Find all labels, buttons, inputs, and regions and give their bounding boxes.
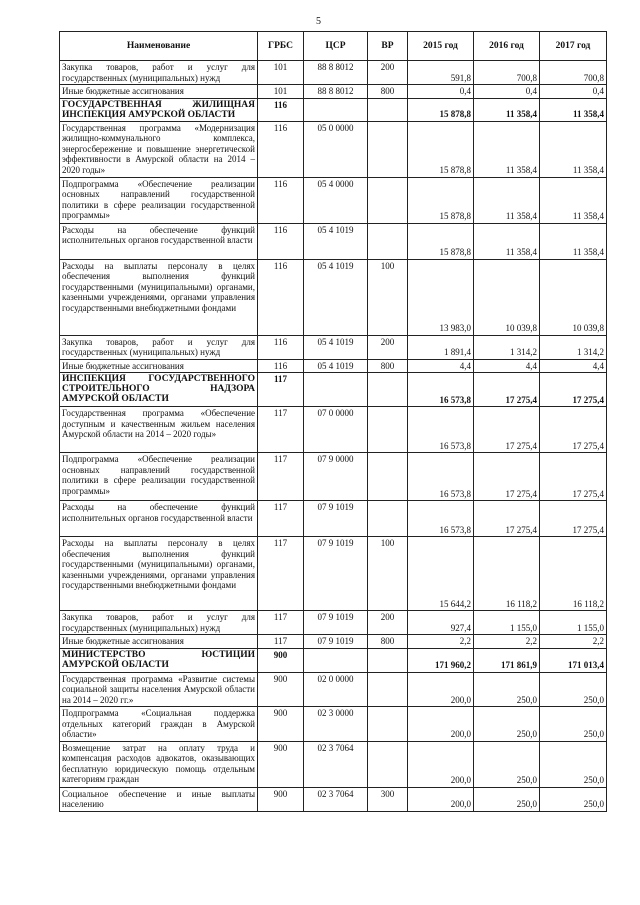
cell-vr: 800	[368, 359, 408, 373]
cell-2017: 16 118,2	[540, 537, 607, 611]
cell-name: Социальное обеспечение и иные выплаты населению	[60, 787, 258, 811]
cell-vr: 200	[368, 611, 408, 635]
cell-csr: 07 0 0000	[304, 407, 368, 453]
cell-grbs: 117	[258, 635, 304, 649]
cell-2015: 4,4	[408, 359, 474, 373]
table-row	[60, 707, 607, 742]
cell-2016: 250,0	[474, 741, 540, 787]
table-body	[60, 61, 607, 812]
cell-2017: 0,4	[540, 85, 607, 99]
cell-vr	[368, 407, 408, 453]
cell-2016: 16 118,2	[474, 537, 540, 611]
cell-2016: 10 039,8	[474, 259, 540, 335]
table-row	[60, 501, 607, 537]
cell-grbs: 117	[258, 373, 304, 407]
table-row	[60, 611, 607, 635]
cell-name: Подпрограмма «Социальная поддержка отдельных категорий граждан в Амурской области»	[60, 707, 258, 742]
budget-table	[59, 31, 607, 812]
table-row	[60, 85, 607, 99]
cell-grbs: 116	[258, 121, 304, 177]
cell-csr: 05 0 0000	[304, 121, 368, 177]
cell-2017: 10 039,8	[540, 259, 607, 335]
cell-2017: 17 275,4	[540, 373, 607, 407]
cell-grbs: 116	[258, 223, 304, 259]
cell-csr: 05 4 1019	[304, 359, 368, 373]
cell-grbs: 116	[258, 359, 304, 373]
cell-2017: 250,0	[540, 672, 607, 707]
table-row	[60, 787, 607, 811]
cell-2015: 200,0	[408, 741, 474, 787]
table-row	[60, 359, 607, 373]
cell-vr	[368, 741, 408, 787]
cell-2016: 700,8	[474, 61, 540, 85]
cell-csr: 07 9 1019	[304, 501, 368, 537]
cell-2017: 2,2	[540, 635, 607, 649]
cell-2016: 11 358,4	[474, 177, 540, 223]
cell-grbs: 116	[258, 259, 304, 335]
cell-2016: 250,0	[474, 787, 540, 811]
cell-grbs: 101	[258, 85, 304, 99]
cell-grbs: 900	[258, 707, 304, 742]
cell-grbs: 117	[258, 407, 304, 453]
cell-2015: 15 644,2	[408, 537, 474, 611]
cell-vr: 300	[368, 787, 408, 811]
cell-name: Иные бюджетные ассигнования	[60, 635, 258, 649]
cell-2016: 1 314,2	[474, 335, 540, 359]
table-row	[60, 61, 607, 85]
cell-name: Закупка товаров, работ и услуг для государственных (муниципальных) нужд	[60, 61, 258, 85]
cell-vr	[368, 373, 408, 407]
header-grbs: ГРБС	[258, 32, 304, 61]
header-name: Наименование	[60, 32, 258, 61]
cell-vr	[368, 672, 408, 707]
cell-2015: 200,0	[408, 787, 474, 811]
cell-2015: 1 891,4	[408, 335, 474, 359]
cell-grbs: 117	[258, 537, 304, 611]
cell-2016: 1 155,0	[474, 611, 540, 635]
header-row	[60, 32, 607, 61]
cell-vr: 100	[368, 537, 408, 611]
cell-vr	[368, 98, 408, 121]
cell-grbs: 117	[258, 453, 304, 501]
cell-csr	[304, 98, 368, 121]
cell-2015: 16 573,8	[408, 373, 474, 407]
page-number: 5	[316, 16, 321, 27]
cell-2016: 2,2	[474, 635, 540, 649]
cell-name: Расходы на выплаты персоналу в целях обеспечения выполнения функций государственными (муниципальными) органами, казенными учреждениями, органами управления государственными внебюджетными фондами	[60, 537, 258, 611]
cell-grbs: 117	[258, 501, 304, 537]
table-row	[60, 453, 607, 501]
cell-2015: 15 878,8	[408, 98, 474, 121]
cell-name: Подпрограмма «Обеспечение реализации основных направлений государственной политики в сфере реализации государственной программы»	[60, 453, 258, 501]
cell-name: Государственная программа «Обеспечение доступным и качественным жильем населения Амурской области на 2014 – 2020 годы»	[60, 407, 258, 453]
cell-2017: 17 275,4	[540, 407, 607, 453]
cell-2017: 11 358,4	[540, 223, 607, 259]
cell-vr: 100	[368, 259, 408, 335]
cell-2015: 16 573,8	[408, 501, 474, 537]
cell-2016: 4,4	[474, 359, 540, 373]
cell-2015: 200,0	[408, 707, 474, 742]
cell-vr: 800	[368, 85, 408, 99]
table-row	[60, 672, 607, 707]
cell-csr: 07 9 1019	[304, 537, 368, 611]
cell-name: Иные бюджетные ассигнования	[60, 359, 258, 373]
cell-2015: 15 878,8	[408, 177, 474, 223]
cell-2017: 1 314,2	[540, 335, 607, 359]
cell-csr: 05 4 1019	[304, 259, 368, 335]
cell-2015: 0,4	[408, 85, 474, 99]
cell-name: ГОСУДАРСТВЕННАЯ ЖИЛИЩНАЯ ИНСПЕКЦИЯ АМУРСКОЙ ОБЛАСТИ	[60, 98, 258, 121]
cell-csr: 07 9 1019	[304, 611, 368, 635]
cell-2017: 250,0	[540, 787, 607, 811]
cell-csr	[304, 373, 368, 407]
cell-csr: 02 3 7064	[304, 741, 368, 787]
cell-grbs: 116	[258, 335, 304, 359]
cell-csr: 05 4 1019	[304, 335, 368, 359]
cell-csr: 88 8 8012	[304, 61, 368, 85]
cell-vr: 800	[368, 635, 408, 649]
cell-name: Закупка товаров, работ и услуг для государственных (муниципальных) нужд	[60, 335, 258, 359]
cell-grbs: 900	[258, 672, 304, 707]
cell-2017: 11 358,4	[540, 121, 607, 177]
cell-csr	[304, 648, 368, 672]
table-row	[60, 407, 607, 453]
cell-grbs: 900	[258, 787, 304, 811]
table-row	[60, 648, 607, 672]
cell-2017: 11 358,4	[540, 177, 607, 223]
cell-2016: 250,0	[474, 707, 540, 742]
cell-grbs: 900	[258, 741, 304, 787]
cell-2017: 17 275,4	[540, 501, 607, 537]
cell-name: Подпрограмма «Обеспечение реализации основных направлений государственной политики в сфере реализации государственной программы»	[60, 177, 258, 223]
cell-2016: 250,0	[474, 672, 540, 707]
header-csr: ЦСР	[304, 32, 368, 61]
cell-grbs: 101	[258, 61, 304, 85]
table-row	[60, 373, 607, 407]
cell-2017: 700,8	[540, 61, 607, 85]
cell-name: Закупка товаров, работ и услуг для государственных (муниципальных) нужд	[60, 611, 258, 635]
table-row	[60, 537, 607, 611]
cell-grbs: 116	[258, 98, 304, 121]
cell-2016: 17 275,4	[474, 407, 540, 453]
cell-2015: 591,8	[408, 61, 474, 85]
cell-name: Расходы на обеспечение функций исполнительных органов государственной власти	[60, 223, 258, 259]
cell-2016: 17 275,4	[474, 501, 540, 537]
cell-2017: 11 358,4	[540, 98, 607, 121]
cell-2015: 171 960,2	[408, 648, 474, 672]
cell-csr: 07 9 0000	[304, 453, 368, 501]
cell-grbs: 900	[258, 648, 304, 672]
cell-2017: 250,0	[540, 741, 607, 787]
cell-2015: 2,2	[408, 635, 474, 649]
cell-2016: 0,4	[474, 85, 540, 99]
cell-2016: 11 358,4	[474, 98, 540, 121]
cell-vr	[368, 121, 408, 177]
cell-name: ИНСПЕКЦИЯ ГОСУДАРСТВЕННОГО СТРОИТЕЛЬНОГО НАДЗОРА АМУРСКОЙ ОБЛАСТИ	[60, 373, 258, 407]
table-row	[60, 223, 607, 259]
cell-csr: 02 3 7064	[304, 787, 368, 811]
header-2016: 2016 год	[474, 32, 540, 61]
cell-csr: 88 8 8012	[304, 85, 368, 99]
cell-csr: 02 0 0000	[304, 672, 368, 707]
cell-vr	[368, 223, 408, 259]
cell-2016: 171 861,9	[474, 648, 540, 672]
cell-2017: 250,0	[540, 707, 607, 742]
cell-vr	[368, 707, 408, 742]
cell-2017: 17 275,4	[540, 453, 607, 501]
cell-2015: 13 983,0	[408, 259, 474, 335]
cell-grbs: 116	[258, 177, 304, 223]
cell-2016: 17 275,4	[474, 373, 540, 407]
cell-name: Возмещение затрат на оплату труда и компенсация расходов адвокатов, оказывающих бесплатную юридическую помощь отдельным категориям граждан	[60, 741, 258, 787]
table-row	[60, 177, 607, 223]
table-row	[60, 741, 607, 787]
cell-grbs: 117	[258, 611, 304, 635]
cell-csr: 05 4 1019	[304, 223, 368, 259]
table-row	[60, 335, 607, 359]
cell-2015: 200,0	[408, 672, 474, 707]
cell-2015: 927,4	[408, 611, 474, 635]
cell-vr: 200	[368, 335, 408, 359]
header-2015: 2015 год	[408, 32, 474, 61]
cell-2016: 17 275,4	[474, 453, 540, 501]
table-row	[60, 635, 607, 649]
cell-name: Государственная программа «Развитие системы социальной защиты населения Амурской области на 2014 – 2020 гг.»	[60, 672, 258, 707]
cell-csr: 07 9 1019	[304, 635, 368, 649]
header-2017: 2017 год	[540, 32, 607, 61]
cell-2015: 16 573,8	[408, 407, 474, 453]
cell-name: Иные бюджетные ассигнования	[60, 85, 258, 99]
cell-2017: 4,4	[540, 359, 607, 373]
cell-vr: 200	[368, 61, 408, 85]
cell-name: Государственная программа «Модернизация жилищно-коммунального комплекса, энергосбережение и повышение энергетической эффективности в Амурской области на 2014 – 2020 годы»	[60, 121, 258, 177]
cell-2016: 11 358,4	[474, 223, 540, 259]
cell-vr	[368, 453, 408, 501]
table-row	[60, 121, 607, 177]
cell-2015: 15 878,8	[408, 121, 474, 177]
cell-2017: 1 155,0	[540, 611, 607, 635]
cell-vr	[368, 177, 408, 223]
table-row	[60, 98, 607, 121]
cell-vr	[368, 648, 408, 672]
table-row	[60, 259, 607, 335]
cell-2016: 11 358,4	[474, 121, 540, 177]
cell-csr: 02 3 0000	[304, 707, 368, 742]
cell-csr: 05 4 0000	[304, 177, 368, 223]
cell-name: МИНИСТЕРСТВО ЮСТИЦИИ АМУРСКОЙ ОБЛАСТИ	[60, 648, 258, 672]
cell-2017: 171 013,4	[540, 648, 607, 672]
cell-vr	[368, 501, 408, 537]
cell-2015: 15 878,8	[408, 223, 474, 259]
cell-name: Расходы на выплаты персоналу в целях обеспечения выполнения функций государственными (муниципальными) органами, казенными учреждениями, органами управления государственными внебюджетными фондами	[60, 259, 258, 335]
cell-2015: 16 573,8	[408, 453, 474, 501]
header-vr: ВР	[368, 32, 408, 61]
cell-name: Расходы на обеспечение функций исполнительных органов государственной власти	[60, 501, 258, 537]
